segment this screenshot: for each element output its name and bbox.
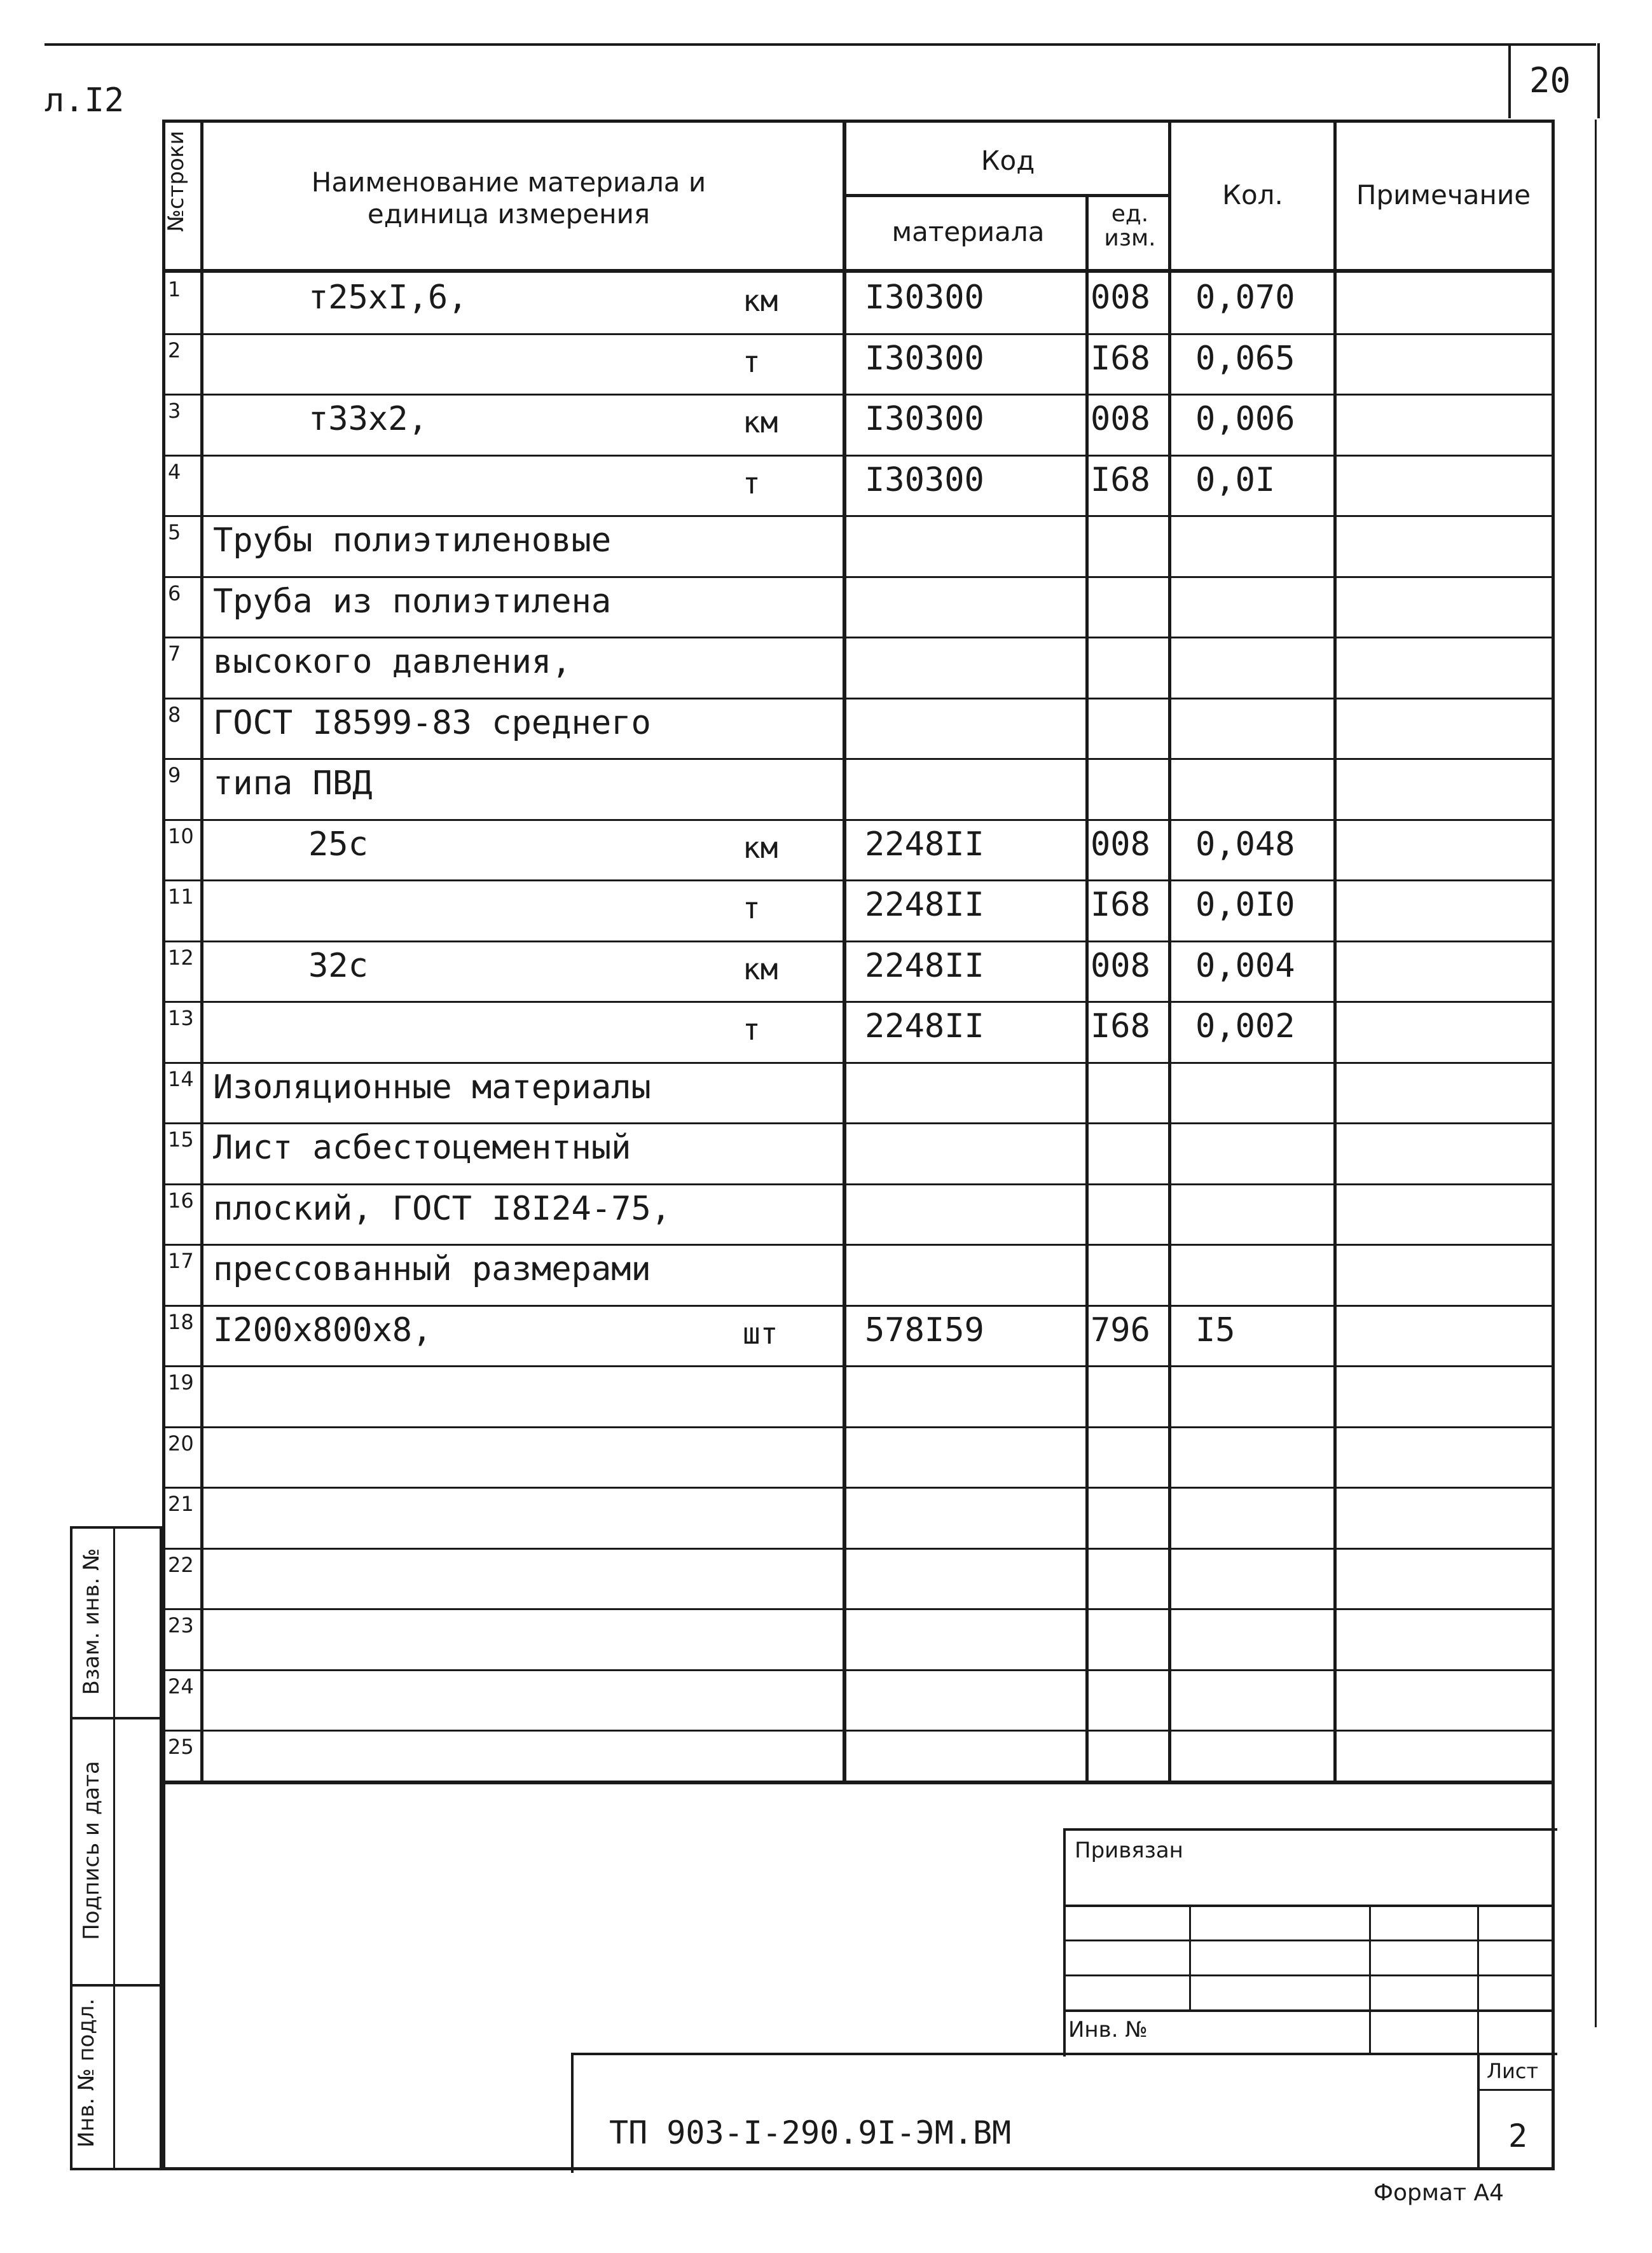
row-name: т25хI,6, — [308, 279, 468, 317]
row-number: 17 — [168, 1249, 194, 1273]
row-number: 6 — [168, 581, 181, 605]
top-border — [45, 43, 1596, 46]
row-number: 8 — [168, 702, 181, 727]
privyazan-v1 — [1189, 1905, 1191, 2009]
row-separator — [162, 1183, 1555, 1185]
row-number: 12 — [168, 945, 194, 970]
row-separator — [162, 698, 1555, 699]
row-name: прессованный размерами — [213, 1250, 651, 1288]
side-inv-podl-label: Инв. № подл. — [74, 1998, 99, 2148]
row-number: 13 — [168, 1006, 194, 1030]
right-rule — [1595, 120, 1597, 2027]
row-unit-code: 008 — [1091, 279, 1150, 317]
row-separator — [162, 758, 1555, 760]
row-number: 2 — [168, 338, 181, 362]
row-number: 15 — [168, 1127, 194, 1152]
row-qty: 0,0I — [1195, 460, 1276, 499]
side-stamp-divider-v — [113, 1526, 115, 2170]
row-number: 21 — [168, 1492, 194, 1516]
row-separator — [162, 1548, 1555, 1550]
row-separator — [162, 819, 1555, 821]
row-unit: т — [743, 344, 761, 379]
row-name: т33х2, — [308, 400, 428, 438]
row-separator — [162, 940, 1555, 942]
header-code: Код — [981, 145, 1035, 176]
header-qty: Кол. — [1222, 179, 1283, 210]
row-unit-code: I68 — [1091, 886, 1150, 924]
row-material-code: 578I59 — [865, 1311, 984, 1349]
row-unit: км — [743, 830, 778, 865]
col-line-note — [1333, 120, 1337, 1784]
row-separator — [162, 515, 1555, 517]
row-unit: шт — [743, 1316, 778, 1351]
row-separator — [162, 879, 1555, 881]
header-code-divider — [846, 194, 1170, 197]
row-number: 23 — [168, 1613, 194, 1637]
row-separator — [162, 1062, 1555, 1064]
row-number: 7 — [168, 642, 181, 666]
row-name: Изоляционные материалы — [213, 1068, 651, 1106]
row-unit: т — [743, 1012, 761, 1047]
row-number: 3 — [168, 399, 181, 423]
row-number: 25 — [168, 1735, 194, 1759]
header-name: Наименование материала и единица измерения — [311, 167, 706, 230]
row-unit-code: 008 — [1091, 946, 1150, 985]
row-qty: 0,065 — [1195, 339, 1295, 378]
row-qty: 0,006 — [1195, 400, 1295, 438]
col-line-rowno — [200, 120, 203, 1784]
body-bottom — [162, 1781, 1555, 1784]
row-material-code: 2248II — [865, 825, 984, 864]
row-unit-code: 008 — [1091, 400, 1150, 438]
doc-sheet-divider-h — [1477, 2089, 1555, 2091]
row-name: Трубы полиэтиленовые — [213, 521, 612, 560]
row-separator — [162, 1426, 1555, 1428]
privyazan-h4 — [1063, 2009, 1555, 2012]
header-row-no: №строки — [163, 130, 189, 232]
row-separator — [162, 637, 1555, 638]
row-number: 9 — [168, 763, 181, 787]
row-unit: км — [743, 951, 778, 986]
row-name: типа ПВД — [213, 764, 373, 803]
row-number: 1 — [168, 277, 181, 301]
header-bottom — [162, 269, 1555, 273]
privyazan-v3 — [1477, 1905, 1479, 2054]
row-number: 16 — [168, 1188, 194, 1213]
privyazan-v2 — [1369, 1905, 1371, 2054]
row-unit-code: 008 — [1091, 825, 1150, 864]
header-unit-code: ед. изм. — [1104, 201, 1156, 251]
page-number: 20 — [1529, 60, 1571, 100]
row-number: 5 — [168, 520, 181, 544]
sheet-label: Лист — [1487, 2059, 1539, 2083]
row-separator — [162, 1669, 1555, 1671]
row-number: 19 — [168, 1370, 194, 1395]
row-material-code: 2248II — [865, 886, 984, 924]
row-qty: 0,048 — [1195, 825, 1295, 864]
privyazan-h1 — [1063, 1905, 1555, 1907]
row-unit-code: I68 — [1091, 460, 1150, 499]
row-material-code: I30300 — [865, 460, 984, 499]
row-number: 14 — [168, 1066, 194, 1091]
side-podpis-label: Подпись и дата — [79, 1761, 104, 1940]
col-line-unit — [1085, 194, 1089, 1784]
row-separator — [162, 1608, 1555, 1610]
row-number: 20 — [168, 1431, 194, 1456]
row-separator — [162, 1305, 1555, 1307]
row-number: 4 — [168, 459, 181, 484]
row-name: высокого давления, — [213, 643, 572, 681]
row-name: I200х800х8, — [213, 1311, 432, 1349]
row-qty: 0,002 — [1195, 1007, 1295, 1045]
row-separator — [162, 333, 1555, 335]
row-separator — [162, 394, 1555, 396]
row-number: 24 — [168, 1674, 194, 1698]
sheet-number: 2 — [1508, 2118, 1528, 2154]
row-qty: 0,070 — [1195, 279, 1295, 317]
row-separator — [162, 1730, 1555, 1732]
header-note: Примечание — [1356, 179, 1531, 210]
row-material-code: 2248II — [865, 946, 984, 985]
sheet-ref: л.I2 — [45, 81, 125, 120]
row-qty: 0,004 — [1195, 946, 1295, 985]
row-separator — [162, 1365, 1555, 1367]
format-label: Формат А4 — [1373, 2180, 1504, 2206]
inv-no-label: Инв. № — [1068, 2017, 1148, 2043]
row-separator — [162, 1001, 1555, 1003]
row-number: 18 — [168, 1309, 194, 1334]
row-name: 32с — [308, 946, 368, 985]
doc-code-block — [571, 2053, 1557, 2173]
col-line-qty — [1168, 120, 1171, 1784]
row-name: Лист асбестоцементный — [213, 1129, 631, 1167]
row-name: Труба из полиэтилена — [213, 582, 612, 621]
row-material-code: I30300 — [865, 339, 984, 378]
privyazan-label: Привязан — [1075, 1838, 1183, 1863]
row-number: 10 — [168, 823, 194, 848]
row-name: плоский, ГОСТ I8I24-75, — [213, 1189, 671, 1228]
row-material-code: I30300 — [865, 400, 984, 438]
side-stamp-divider-1 — [70, 1717, 162, 1719]
col-line-name — [843, 120, 846, 1784]
row-separator — [162, 455, 1555, 457]
row-number: 22 — [168, 1552, 194, 1577]
row-material-code: I30300 — [865, 279, 984, 317]
row-name: 25с — [308, 825, 368, 864]
row-unit: т — [743, 891, 761, 925]
row-unit: км — [743, 284, 778, 318]
header-material: материала — [891, 216, 1045, 247]
row-unit: км — [743, 405, 778, 439]
row-name: ГОСТ I8599-83 среднего — [213, 703, 651, 742]
row-qty: I5 — [1195, 1311, 1236, 1349]
privyazan-h3 — [1063, 1974, 1555, 1976]
doc-code: ТП 903-I-290.9I-ЭМ.ВМ — [609, 2114, 1012, 2151]
row-unit-code: 796 — [1091, 1311, 1150, 1349]
side-vzam-label: Взам. инв. № — [79, 1548, 104, 1695]
row-qty: 0,0I0 — [1195, 886, 1295, 924]
row-number: 11 — [168, 885, 194, 909]
row-material-code: 2248II — [865, 1007, 984, 1045]
row-separator — [162, 1244, 1555, 1246]
row-separator — [162, 1122, 1555, 1124]
row-unit-code: I68 — [1091, 339, 1150, 378]
doc-sheet-divider-v — [1477, 2053, 1480, 2170]
row-separator — [162, 1487, 1555, 1489]
privyazan-h2 — [1063, 1940, 1555, 1941]
row-unit: т — [743, 465, 761, 500]
row-separator — [162, 576, 1555, 578]
row-unit-code: I68 — [1091, 1007, 1150, 1045]
